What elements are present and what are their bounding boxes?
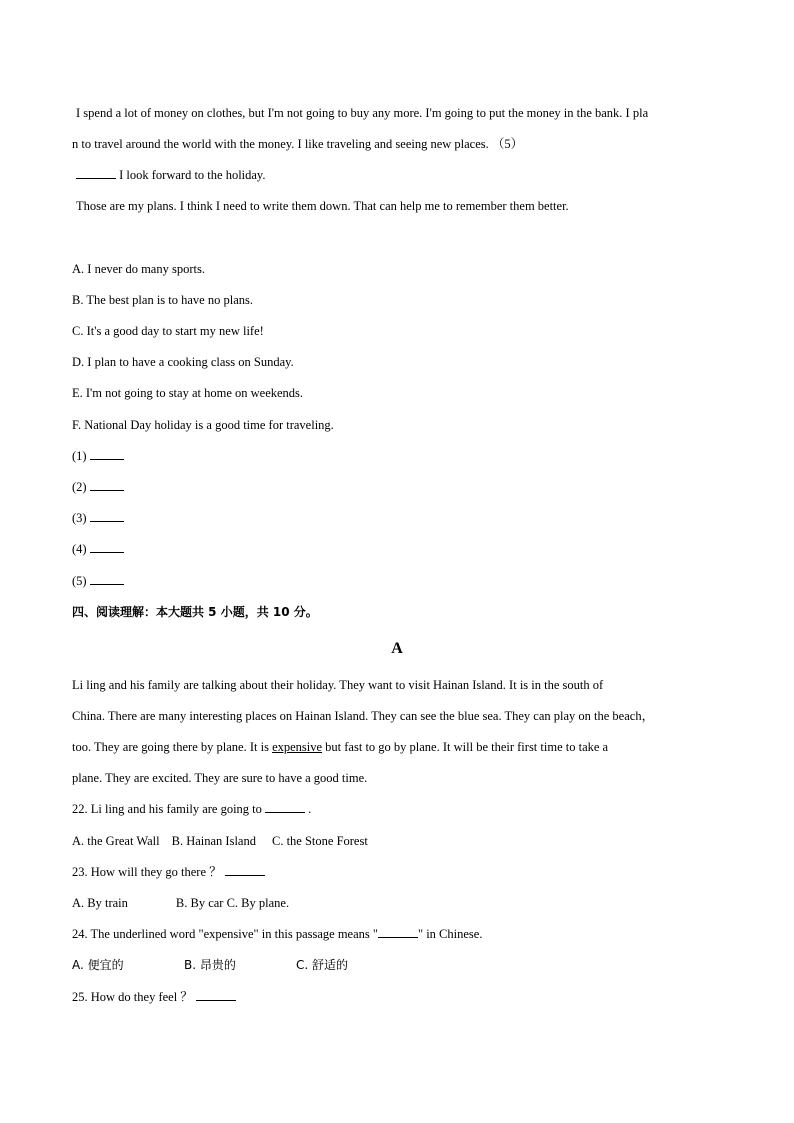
answer-line-1 [72, 448, 724, 464]
answer-number: (3) [72, 511, 87, 525]
question-22-end: . [308, 802, 312, 816]
reading-line-4: plane. They are excited. They are sure to have a good time. [72, 771, 368, 785]
answer-number: (1) [72, 449, 87, 463]
q24-option-a: A. 便宜的 [72, 958, 124, 972]
passage-line-4: Those are my plans. I think I need to write them down. That can help me to remember them better. [76, 199, 569, 213]
answer-number: (5) [72, 574, 87, 588]
answer-blank [90, 573, 124, 585]
question-23-text: 23. How will they go there ？ [72, 865, 222, 879]
q22-option-c: C. the Stone Forest [271, 834, 368, 848]
q23-option-b: B. By car [175, 896, 224, 910]
option-a: A. I never do many sports. [72, 262, 205, 276]
question-24-pre: 24. The underlined word "expensive" in this passage means " [72, 927, 378, 941]
passage-line-2: n to travel around the world with the money. I like traveling and seeing new places. （5） [72, 137, 524, 151]
section-heading: 四、阅读理解：本大题共 5 小题，共 10 分。 [72, 605, 318, 619]
question-22 [72, 801, 724, 817]
answer-line-5 [72, 573, 724, 589]
passage-line-3-text: I look forward to the holiday. [119, 168, 266, 182]
question-25 [72, 989, 724, 1005]
question-25-text: 25. How do they feel ？ [72, 990, 193, 1004]
q22-option-b: B. Hainan Island [171, 834, 256, 848]
passage-line-3 [76, 167, 724, 183]
question-22-text: 22. Li ling and his family are going to [72, 802, 262, 816]
answer-number: (4) [72, 542, 87, 556]
question-22-options [72, 833, 724, 849]
option-b: B. The best plan is to have no plans. [72, 293, 253, 307]
reading-line-3-pre: too. They are going there by plane. It is [72, 740, 273, 754]
passage-title: A [391, 640, 403, 657]
answer-blank [90, 510, 124, 522]
reading-line-3 [72, 739, 724, 755]
q22-option-a: A. the Great Wall [72, 834, 160, 848]
option-e: E. I'm not going to stay at home on weekends. [72, 386, 304, 400]
reading-line-1: Li ling and his family are talking about their holiday. They want to visit Hainan Island. It is in the south of [72, 678, 604, 692]
reading-line-3-post: but fast to go by plane. It will be their first time to take a [322, 740, 609, 754]
answer-blank [90, 448, 124, 460]
option-d: D. I plan to have a cooking class on Sunday. [72, 355, 294, 369]
underlined-word: expensive [272, 740, 323, 754]
answer-blank [90, 479, 124, 491]
question-24 [72, 926, 724, 942]
question-24-options [72, 957, 724, 973]
reading-line-2: China. There are many interesting places on Hainan Island. They can see the blue sea. They can play on the beach， [72, 709, 655, 723]
answer-blank [90, 541, 124, 553]
question-24-post: " in Chinese. [417, 927, 483, 941]
passage-line-1: I spend a lot of money on clothes, but I'm not going to buy any more. I'm going to put the money in the bank. I pla [76, 106, 649, 120]
answer-line-3 [72, 510, 724, 526]
answer-line-2 [72, 479, 724, 495]
answer-blank [265, 801, 305, 813]
question-23-options [72, 895, 724, 911]
answer-blank [196, 989, 236, 1001]
q23-option-c: C. By plane. [226, 896, 290, 910]
option-f: F. National Day holiday is a good time for traveling. [72, 418, 334, 432]
answer-blank [378, 926, 418, 938]
option-c: C. It's a good day to start my new life! [72, 324, 264, 338]
answer-blank [225, 864, 265, 876]
answer-line-4 [72, 541, 724, 557]
answer-number: (2) [72, 480, 87, 494]
answer-blank [76, 167, 116, 179]
q23-option-a: A. By train [72, 896, 128, 910]
q24-option-c: C. 舒适的 [296, 958, 349, 972]
q24-option-b: B. 昂贵的 [184, 958, 236, 972]
question-23 [72, 864, 724, 880]
